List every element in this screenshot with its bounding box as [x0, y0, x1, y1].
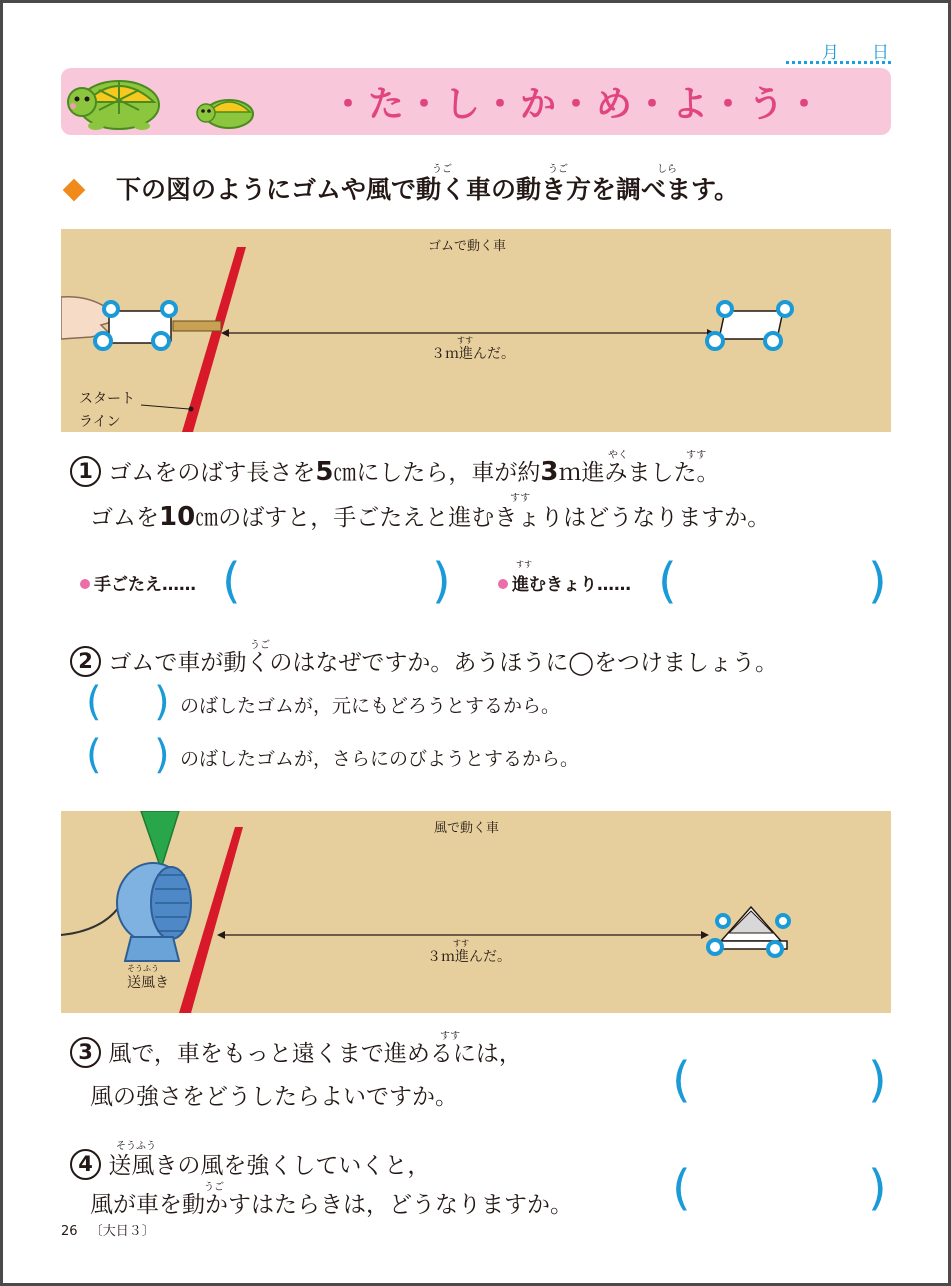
start-line-label-1: スタート	[79, 391, 135, 407]
q3-number: 3	[70, 1037, 101, 1068]
date-field[interactable]	[786, 36, 891, 64]
q2-choice2-close-paren[interactable]: )	[154, 732, 170, 778]
turtle-icon	[64, 70, 264, 132]
q4-answer-open-paren[interactable]: (	[672, 1160, 691, 1216]
start-line-label-2: ライン	[79, 414, 121, 430]
wind-car-illustration	[61, 811, 891, 1013]
q1-answer1-open-paren[interactable]: (	[222, 553, 241, 609]
fan-label: 送風き	[127, 975, 169, 991]
q1-answer2-open-paren[interactable]: (	[658, 553, 677, 609]
ruby-yaku: やく	[608, 450, 628, 461]
pink-dot-icon	[498, 579, 508, 589]
q4-answer-close-paren[interactable]: )	[868, 1160, 887, 1216]
fan-label-ruby: そうふう	[127, 964, 159, 973]
q1-answer1-close-paren[interactable]: )	[432, 553, 451, 609]
q4-line1: 4 送風きの風を強くしていくと，	[70, 1148, 430, 1184]
q1-line2: ゴムを10㎝のばすと，手ごたえと進むきょりはどうなりますか。	[90, 502, 771, 532]
q2-choice1-close-paren[interactable]: )	[154, 679, 170, 725]
page-footer	[61, 1220, 155, 1239]
ruby-ugo-1: うご	[432, 164, 452, 175]
scene1-caption: ゴムで動く車	[428, 239, 507, 254]
scene2-distance: ３ｍ進んだ。	[427, 949, 511, 965]
q1-line1: 1 ゴムをのばす長さを5㎝にしたら，車が約3ｍ進みました。	[70, 454, 720, 491]
page-number: 26	[61, 1224, 78, 1239]
q2-choice1-text: のばしたゴムが，元にもどろうとするから。	[180, 695, 561, 717]
q3-answer-open-paren[interactable]: (	[672, 1052, 691, 1108]
q3-line2: 風の強さをどうしたらよいですか。	[90, 1084, 458, 1110]
q2-text: 2 ゴムで車が動くのはなぜですか。あうほうに◯をつけましょう。	[70, 645, 778, 681]
q1-answer1-label: 手ごたえ……	[80, 570, 196, 595]
q3-ruby-susu: すす	[440, 1031, 461, 1042]
ruby-susu-1: すす	[686, 450, 707, 461]
q4-ruby-soufuu: そうふう	[116, 1141, 156, 1152]
q3-line1: 3 風で，車をもっと遠くまで進めるには，	[70, 1036, 522, 1072]
q4-line2: 風が車を動かすはたらきは，どうなりますか。	[90, 1192, 573, 1218]
q4-ruby-ugo: うご	[204, 1182, 224, 1193]
ruby-ugo-2: うご	[548, 164, 568, 175]
scene1-distance: ３ｍ進んだ。	[431, 346, 515, 362]
q2-ruby-ugo: うご	[250, 640, 270, 651]
intro-text: 下の図のようにゴムや風で動く車の動き方を調べます。	[116, 175, 740, 204]
start-line	[182, 247, 246, 432]
q4-number: 4	[70, 1149, 101, 1180]
q1-answer2-ruby: すす	[516, 560, 533, 569]
q1-answer2-close-paren[interactable]: )	[868, 553, 887, 609]
wind-car-scene	[61, 811, 891, 1013]
rubber-car-scene	[61, 229, 891, 432]
q2-choice2-text: のばしたゴムが，さらにのびようとするから。	[180, 748, 580, 770]
q2-number: 2	[70, 646, 101, 677]
day-label: 日	[872, 43, 889, 63]
q1-number: 1	[70, 456, 101, 487]
ruby-susu-2: すす	[510, 493, 531, 504]
month-label: 月	[822, 43, 839, 63]
scene2-caption: 風で動く車	[434, 821, 500, 836]
scene1-distance-ruby: すす	[457, 336, 474, 345]
q2-choice2-open-paren[interactable]: (	[86, 732, 102, 778]
q1-answer2-label: 進むきょり……	[498, 570, 631, 595]
q3-answer-close-paren[interactable]: )	[868, 1052, 887, 1108]
q2-choice1-open-paren[interactable]: (	[86, 679, 102, 725]
page-code: 〔大日３〕	[89, 1224, 155, 1239]
rubber-car-illustration	[61, 229, 891, 432]
pink-dot-icon	[80, 579, 90, 589]
green-marker-icon	[141, 811, 179, 869]
banner-title: ・た・し・か・め・よ・う・	[330, 84, 825, 125]
ruby-shira: しら	[657, 164, 677, 175]
scene2-distance-ruby: すす	[453, 939, 470, 948]
